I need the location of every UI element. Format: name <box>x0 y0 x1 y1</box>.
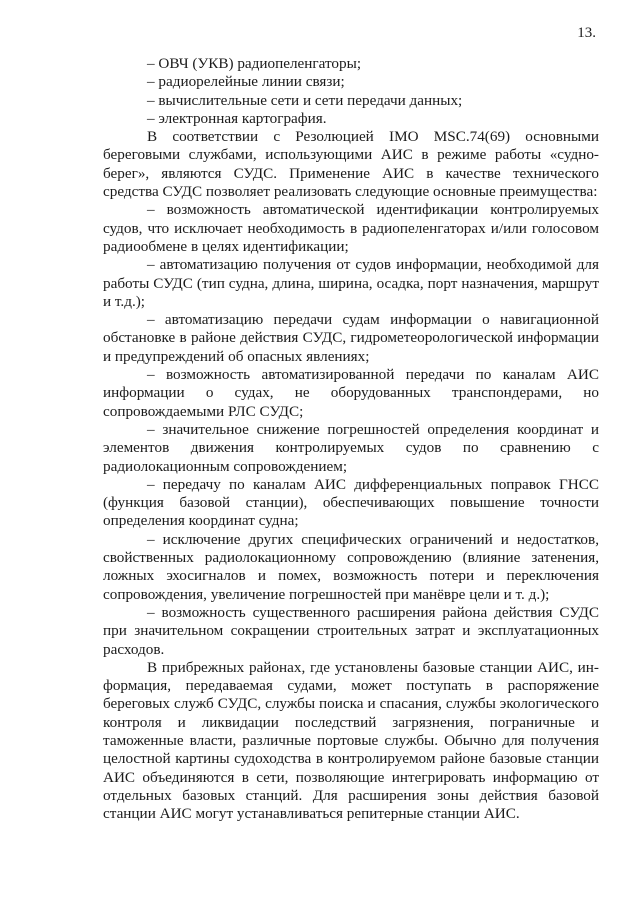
paragraph-coastal-base-stations: В прибрежных районах, где установлены базовые станции АИС, ин-формация, передаваемая судами, может поступать в распоряжение береговых служб СУДС, службы поиска и спасания, службы экологического контроля и ликвидации последствий загрязнения, пограничные и таможенные власти, различные портовые службы. Обычно для получения целостной картины судоходства в контролируемом районе базовые станции АИС объединяются в сети, позволяющие интегрировать информацию от отдельных базовых станций. Для расширения зоны действия базовой станции АИС могут устанавливаться репитерные станции АИС. <box>103 658 599 823</box>
paragraph-imo-resolution: В соответствии с Резолюцией IMO MSC.74(69) основными береговыми службами, использующими АИС в режиме работы «судно-берег», являются СУДС. Применение АИС в качестве технического средства СУДС позволяет реализовать следующие основные преимущества: <box>103 128 599 201</box>
list-item-radio-relay-lines: – радиорелейные линии связи; <box>147 73 345 91</box>
advantage-error-reduction: – значительное снижение погрешностей определения координат и элементов движения контролируемых судов по сравнению с радиолокационным сопровождением; <box>103 420 599 475</box>
advantage-automated-data-transfer: – автоматизацию передачи судам информации о навигационной обстановке в районе действия СУДС, гидрометеорологической информации и предупреждений об опасных явлениях; <box>103 311 599 365</box>
page-body <box>103 55 599 823</box>
advantage-automatic-identification: – возможность автоматической идентификации контролируемых судов, что исключает необходимость в радиопеленгаторах и/или голосовом радиообмене в целях идентификации; <box>103 201 599 255</box>
page-number: 13. <box>577 25 596 41</box>
list-item-vhf-direction-finders: – ОВЧ (УКВ) радиопеленгаторы; <box>147 55 362 72</box>
advantage-coverage-expansion: – возможность существенного расширения района действия СУДС при значительном сокращении строительных затрат и эксплуатационных расходов. <box>103 603 599 658</box>
advantage-automated-data-receipt: – автоматизацию получения от судов информации, необходимой для работы СУДС (тип судна, длина, ширина, осадка, порт назначения, маршрут и т.д.); <box>103 256 599 310</box>
advantage-automated-vessel-info: – возможность автоматизированной передачи по каналам АИС информации о судах, не оборудованных транспондерами, но сопровождаемыми РЛС СУДС; <box>103 366 599 420</box>
list-item-electronic-cartography: – электронная картография. <box>147 109 327 127</box>
advantage-radar-limitations: – исключение других специфических ограничений и недостатков, свойственных радиолокационному сопровождению (влияние затенения, ложных эхосигналов и помех, возможность потери и переключения сопровождения, увеличение погрешностей при манёвре цели и т. д.); <box>103 530 599 603</box>
list-item-computer-networks: – вычислительные сети и сети передачи данных; <box>147 91 463 109</box>
advantage-gnss-corrections: – передачу по каналам АИС дифференциальных поправок ГНСС (функция базовой станции), обеспечивающих повышение точности определения координат судна; <box>103 475 599 530</box>
